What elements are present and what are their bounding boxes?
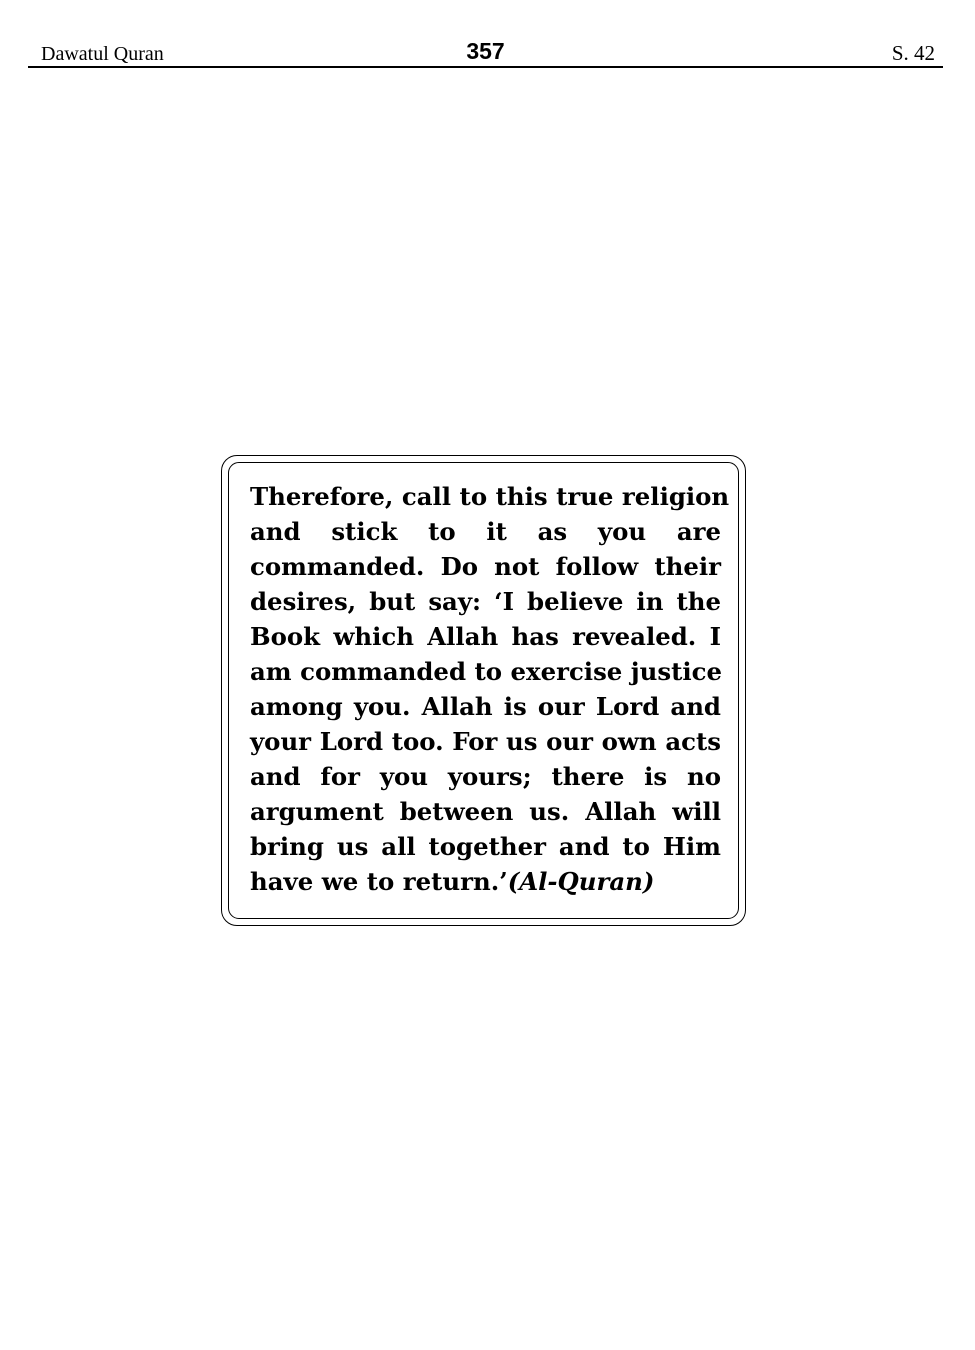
quote-line: and stick to it as you are [250,517,721,546]
quote-line: Book which Allah has revealed. I [250,622,721,651]
quote-line: am commanded to exercise justice [250,657,722,686]
page-number: 357 [466,38,505,64]
quote-last-line [250,864,721,899]
page-header [28,0,943,68]
quote-text [250,479,730,899]
quote-line: argument between us. Allah will [250,797,721,826]
section-number: S. 42 [891,41,935,65]
quote-line: your Lord too. For us our own acts [250,727,721,756]
quote-line: commanded. Do not follow their [250,552,721,581]
quote-line: desires, but say: ‘I believe in the [250,587,721,616]
quote-line: among you. Allah is our Lord and [250,692,721,721]
book-title: Dawatul Quran [41,43,164,65]
quote-line: bring us all together and to Him [250,832,721,861]
quote-line: Therefore, call to this true religion [250,482,730,511]
quote-line: and for you yours; there is no [250,762,721,791]
quote-source: (Al-Quran) [507,867,655,896]
quote-line: have we to return.’ [250,867,508,896]
